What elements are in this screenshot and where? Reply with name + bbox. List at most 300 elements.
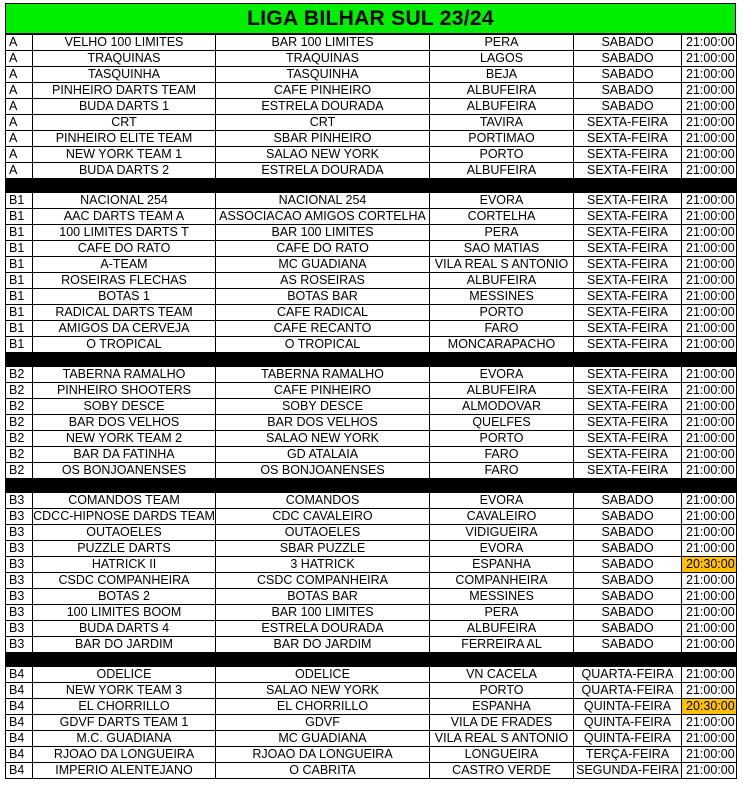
day-cell[interactable]: SEGUNDA-FEIRA xyxy=(574,763,682,779)
division-cell[interactable]: A xyxy=(6,99,33,115)
time-cell[interactable]: 21:00:00 xyxy=(682,383,737,399)
team-cell[interactable]: CRT xyxy=(33,115,216,131)
location-cell[interactable]: CORTELHA xyxy=(430,209,574,225)
location-cell[interactable]: FARO xyxy=(430,447,574,463)
division-cell[interactable]: B3 xyxy=(6,541,33,557)
division-cell[interactable]: B3 xyxy=(6,493,33,509)
team-cell[interactable]: RADICAL DARTS TEAM xyxy=(33,305,216,321)
division-cell[interactable]: B2 xyxy=(6,431,33,447)
location-cell[interactable]: MESSINES xyxy=(430,289,574,305)
day-cell[interactable]: SEXTA-FEIRA xyxy=(574,337,682,353)
table-row xyxy=(6,715,737,731)
table-row xyxy=(6,525,737,541)
time-cell[interactable]: 21:00:00 xyxy=(682,67,737,83)
team-cell[interactable]: BUDA DARTS 4 xyxy=(33,621,216,637)
venue-cell[interactable]: CAFE DO RATO xyxy=(216,241,430,257)
day-cell[interactable]: QUINTA-FEIRA xyxy=(574,699,682,715)
time-cell[interactable]: 21:00:00 xyxy=(682,51,737,67)
venue-cell[interactable]: CAFE PINHEIRO xyxy=(216,83,430,99)
venue-cell[interactable]: CAFE RECANTO xyxy=(216,321,430,337)
team-cell[interactable]: SOBY DESCE xyxy=(33,399,216,415)
time-cell[interactable]: 21:00:00 xyxy=(682,367,737,383)
venue-cell[interactable]: CRT xyxy=(216,115,430,131)
team-cell[interactable]: BOTAS 2 xyxy=(33,589,216,605)
division-cell[interactable]: B2 xyxy=(6,367,33,383)
day-cell[interactable]: QUINTA-FEIRA xyxy=(574,731,682,747)
separator-bar xyxy=(6,353,737,367)
team-cell[interactable]: BAR DO JARDIM xyxy=(33,637,216,653)
day-cell[interactable]: SEXTA-FEIRA xyxy=(574,289,682,305)
table-row xyxy=(6,463,737,479)
venue-cell[interactable]: TABERNA RAMALHO xyxy=(216,367,430,383)
team-cell[interactable]: ROSEIRAS FLECHAS xyxy=(33,273,216,289)
team-cell[interactable]: OS BONJOANENSES xyxy=(33,463,216,479)
day-cell[interactable]: SEXTA-FEIRA xyxy=(574,383,682,399)
table-row xyxy=(6,337,737,353)
team-cell[interactable]: NEW YORK TEAM 1 xyxy=(33,147,216,163)
time-cell[interactable]: 21:00:00 xyxy=(682,525,737,541)
location-cell[interactable]: PORTO xyxy=(430,683,574,699)
venue-cell[interactable]: BAR DO JARDIM xyxy=(216,637,430,653)
venue-cell[interactable]: OS BONJOANENSES xyxy=(216,463,430,479)
time-cell[interactable]: 21:00:00 xyxy=(682,337,737,353)
table-row xyxy=(6,257,737,273)
team-cell[interactable]: PUZZLE DARTS xyxy=(33,541,216,557)
division-cell[interactable]: B1 xyxy=(6,289,33,305)
division-cell[interactable]: B2 xyxy=(6,463,33,479)
division-cell[interactable]: B2 xyxy=(6,447,33,463)
time-cell[interactable]: 21:00:00 xyxy=(682,321,737,337)
time-cell[interactable]: 21:00:00 xyxy=(682,683,737,699)
venue-cell[interactable]: OUTAOELES xyxy=(216,525,430,541)
division-cell[interactable]: B2 xyxy=(6,399,33,415)
day-cell[interactable]: SEXTA-FEIRA xyxy=(574,209,682,225)
location-cell[interactable]: COMPANHEIRA xyxy=(430,573,574,589)
table-row xyxy=(6,163,737,179)
venue-cell[interactable]: ASSOCIACAO AMIGOS CORTELHA xyxy=(216,209,430,225)
location-cell[interactable]: ALBUFEIRA xyxy=(430,163,574,179)
location-cell[interactable]: PERA xyxy=(430,605,574,621)
time-cell[interactable]: 21:00:00 xyxy=(682,447,737,463)
time-cell[interactable]: 21:00:00 xyxy=(682,463,737,479)
team-cell[interactable]: CSDC COMPANHEIRA xyxy=(33,573,216,589)
table-row xyxy=(6,431,737,447)
division-cell[interactable]: B3 xyxy=(6,621,33,637)
division-cell[interactable]: B1 xyxy=(6,273,33,289)
division-cell[interactable]: B3 xyxy=(6,637,33,653)
day-cell[interactable]: SEXTA-FEIRA xyxy=(574,305,682,321)
day-cell[interactable]: SEXTA-FEIRA xyxy=(574,115,682,131)
team-cell[interactable]: M.C. GUADIANA xyxy=(33,731,216,747)
venue-cell[interactable]: ESTRELA DOURADA xyxy=(216,99,430,115)
team-cell[interactable]: TRAQUINAS xyxy=(33,51,216,67)
location-cell[interactable]: CASTRO VERDE xyxy=(430,763,574,779)
location-cell[interactable]: ESPANHA xyxy=(430,699,574,715)
location-cell[interactable]: TAVIRA xyxy=(430,115,574,131)
day-cell[interactable]: QUARTA-FEIRA xyxy=(574,667,682,683)
day-cell[interactable]: TERÇA-FEIRA xyxy=(574,747,682,763)
division-cell[interactable]: B1 xyxy=(6,257,33,273)
table-row xyxy=(6,241,737,257)
division-cell[interactable]: B1 xyxy=(6,321,33,337)
team-cell[interactable]: GDVF DARTS TEAM 1 xyxy=(33,715,216,731)
team-cell[interactable]: EL CHORRILLO xyxy=(33,699,216,715)
time-cell[interactable]: 21:00:00 xyxy=(682,163,737,179)
time-cell[interactable]: 21:00:00 xyxy=(682,747,737,763)
venue-cell[interactable]: COMANDOS xyxy=(216,493,430,509)
day-cell[interactable]: SEXTA-FEIRA xyxy=(574,225,682,241)
team-cell[interactable]: PINHEIRO DARTS TEAM xyxy=(33,83,216,99)
division-cell[interactable]: A xyxy=(6,35,33,51)
team-cell[interactable]: NEW YORK TEAM 2 xyxy=(33,431,216,447)
location-cell[interactable]: MESSINES xyxy=(430,589,574,605)
location-cell[interactable]: PORTO xyxy=(430,305,574,321)
time-cell[interactable]: 21:00:00 xyxy=(682,131,737,147)
day-cell[interactable]: SEXTA-FEIRA xyxy=(574,147,682,163)
team-cell[interactable]: BUDA DARTS 2 xyxy=(33,163,216,179)
division-cell[interactable]: B4 xyxy=(6,683,33,699)
venue-cell[interactable]: O TROPICAL xyxy=(216,337,430,353)
team-cell[interactable]: BOTAS 1 xyxy=(33,289,216,305)
team-cell[interactable]: 100 LIMITES DARTS T xyxy=(33,225,216,241)
division-cell[interactable]: A xyxy=(6,51,33,67)
time-cell[interactable]: 21:00:00 xyxy=(682,667,737,683)
day-cell[interactable]: SABADO xyxy=(574,525,682,541)
venue-cell[interactable]: SOBY DESCE xyxy=(216,399,430,415)
team-cell[interactable]: ODELICE xyxy=(33,667,216,683)
table-row xyxy=(6,209,737,225)
venue-cell[interactable]: TASQUINHA xyxy=(216,67,430,83)
table-row xyxy=(6,115,737,131)
day-cell[interactable]: QUARTA-FEIRA xyxy=(574,683,682,699)
team-cell[interactable]: AMIGOS DA CERVEJA xyxy=(33,321,216,337)
location-cell[interactable]: PORTO xyxy=(430,147,574,163)
venue-cell[interactable]: 3 HATRICK xyxy=(216,557,430,573)
location-cell[interactable]: PERA xyxy=(430,225,574,241)
table-row xyxy=(6,731,737,747)
location-cell[interactable]: ALBUFEIRA xyxy=(430,99,574,115)
time-cell[interactable]: 21:00:00 xyxy=(682,493,737,509)
time-cell[interactable]: 21:00:00 xyxy=(682,763,737,779)
time-cell[interactable]: 21:00:00 xyxy=(682,573,737,589)
time-cell[interactable]: 21:00:00 xyxy=(682,209,737,225)
division-cell[interactable]: B3 xyxy=(6,605,33,621)
time-cell[interactable]: 21:00:00 xyxy=(682,147,737,163)
day-cell[interactable]: SEXTA-FEIRA xyxy=(574,273,682,289)
division-cell[interactable]: B3 xyxy=(6,509,33,525)
division-cell[interactable]: B2 xyxy=(6,383,33,399)
location-cell[interactable]: EVORA xyxy=(430,541,574,557)
venue-cell[interactable]: O CABRITA xyxy=(216,763,430,779)
day-cell[interactable]: SEXTA-FEIRA xyxy=(574,321,682,337)
division-cell[interactable]: A xyxy=(6,115,33,131)
team-cell[interactable]: RJOAO DA LONGUEIRA xyxy=(33,747,216,763)
day-cell[interactable]: SEXTA-FEIRA xyxy=(574,431,682,447)
table-row xyxy=(6,509,737,525)
team-cell[interactable]: NACIONAL 254 xyxy=(33,193,216,209)
division-cell[interactable]: A xyxy=(6,131,33,147)
team-cell[interactable]: O TROPICAL xyxy=(33,337,216,353)
separator-bar xyxy=(6,179,737,193)
division-cell[interactable]: B4 xyxy=(6,731,33,747)
table-row xyxy=(6,667,737,683)
time-cell[interactable]: 20:30:00 xyxy=(682,699,737,715)
team-cell[interactable]: NEW YORK TEAM 3 xyxy=(33,683,216,699)
team-cell[interactable]: A-TEAM xyxy=(33,257,216,273)
time-cell[interactable]: 21:00:00 xyxy=(682,731,737,747)
location-cell[interactable]: ALBUFEIRA xyxy=(430,621,574,637)
day-cell[interactable]: SABADO xyxy=(574,493,682,509)
time-cell[interactable]: 21:00:00 xyxy=(682,589,737,605)
time-cell[interactable]: 21:00:00 xyxy=(682,115,737,131)
division-cell[interactable]: B4 xyxy=(6,699,33,715)
venue-cell[interactable]: TRAQUINAS xyxy=(216,51,430,67)
venue-cell[interactable]: ODELICE xyxy=(216,667,430,683)
venue-cell[interactable]: RJOAO DA LONGUEIRA xyxy=(216,747,430,763)
location-cell[interactable]: VN CACELA xyxy=(430,667,574,683)
location-cell[interactable]: ALMODOVAR xyxy=(430,399,574,415)
time-cell[interactable]: 21:00:00 xyxy=(682,241,737,257)
location-cell[interactable]: VILA REAL S ANTONIO xyxy=(430,257,574,273)
location-cell[interactable]: ALBUFEIRA xyxy=(430,383,574,399)
team-cell[interactable]: BUDA DARTS 1 xyxy=(33,99,216,115)
table-row xyxy=(6,589,737,605)
venue-cell[interactable]: NACIONAL 254 xyxy=(216,193,430,209)
time-cell[interactable]: 21:00:00 xyxy=(682,509,737,525)
venue-cell[interactable]: CSDC COMPANHEIRA xyxy=(216,573,430,589)
location-cell[interactable]: EVORA xyxy=(430,193,574,209)
time-cell[interactable]: 21:00:00 xyxy=(682,225,737,241)
division-cell[interactable]: B4 xyxy=(6,667,33,683)
division-cell[interactable]: A xyxy=(6,147,33,163)
venue-cell[interactable]: ESTRELA DOURADA xyxy=(216,621,430,637)
team-cell[interactable]: HATRICK II xyxy=(33,557,216,573)
location-cell[interactable]: LAGOS xyxy=(430,51,574,67)
time-cell[interactable]: 21:00:00 xyxy=(682,99,737,115)
table-row xyxy=(6,35,737,51)
location-cell[interactable]: ESPANHA xyxy=(430,557,574,573)
time-cell[interactable]: 21:00:00 xyxy=(682,431,737,447)
division-cell[interactable]: B3 xyxy=(6,557,33,573)
group-separator xyxy=(6,353,737,367)
division-cell[interactable]: B1 xyxy=(6,209,33,225)
location-cell[interactable]: QUELFES xyxy=(430,415,574,431)
venue-cell[interactable]: EL CHORRILLO xyxy=(216,699,430,715)
division-cell[interactable]: B1 xyxy=(6,193,33,209)
table-row xyxy=(6,541,737,557)
venue-cell[interactable]: BOTAS BAR xyxy=(216,289,430,305)
location-cell[interactable]: EVORA xyxy=(430,367,574,383)
time-cell[interactable]: 21:00:00 xyxy=(682,621,737,637)
day-cell[interactable]: SABADO xyxy=(574,573,682,589)
day-cell[interactable]: SEXTA-FEIRA xyxy=(574,163,682,179)
team-cell[interactable]: AAC DARTS TEAM A xyxy=(33,209,216,225)
division-cell[interactable]: A xyxy=(6,83,33,99)
day-cell[interactable]: SABADO xyxy=(574,589,682,605)
team-cell[interactable]: CDCC-HIPNOSE DARDS TEAM xyxy=(33,509,215,523)
time-cell[interactable]: 21:00:00 xyxy=(682,193,737,209)
division-cell[interactable]: A xyxy=(6,67,33,83)
table-row xyxy=(6,131,737,147)
team-cell[interactable]: BAR DA FATINHA xyxy=(33,447,216,463)
division-cell[interactable]: B3 xyxy=(6,525,33,541)
division-cell[interactable]: B1 xyxy=(6,337,33,353)
table-row xyxy=(6,289,737,305)
time-cell[interactable]: 21:00:00 xyxy=(682,83,737,99)
day-cell[interactable]: SABADO xyxy=(574,637,682,653)
division-cell[interactable]: B3 xyxy=(6,573,33,589)
day-cell[interactable]: SEXTA-FEIRA xyxy=(574,415,682,431)
venue-cell[interactable]: ESTRELA DOURADA xyxy=(216,163,430,179)
venue-cell[interactable]: BAR 100 LIMITES xyxy=(216,35,430,51)
schedule-table xyxy=(5,34,737,779)
time-cell[interactable]: 21:00:00 xyxy=(682,605,737,621)
team-cell[interactable]: BAR DOS VELHOS xyxy=(33,415,216,431)
team-cell[interactable]: CAFE DO RATO xyxy=(33,241,216,257)
division-cell[interactable]: B4 xyxy=(6,715,33,731)
location-cell[interactable]: VILA REAL S ANTONIO xyxy=(430,731,574,747)
day-cell[interactable]: SEXTA-FEIRA xyxy=(574,193,682,209)
venue-cell[interactable]: SBAR PINHEIRO xyxy=(216,131,430,147)
team-cell[interactable]: PINHEIRO SHOOTERS xyxy=(33,383,216,399)
team-cell[interactable]: IMPERIO ALENTEJANO xyxy=(33,763,216,779)
day-cell[interactable]: SEXTA-FEIRA xyxy=(574,257,682,273)
time-cell[interactable]: 21:00:00 xyxy=(682,305,737,321)
table-row xyxy=(6,557,737,573)
venue-cell[interactable]: SALAO NEW YORK xyxy=(216,147,430,163)
table-row xyxy=(6,699,737,715)
time-cell[interactable]: 20:30:00 xyxy=(682,557,737,573)
division-cell[interactable]: B4 xyxy=(6,763,33,779)
team-cell[interactable]: VELHO 100 LIMITES xyxy=(33,35,216,51)
location-cell[interactable]: FERREIRA AL xyxy=(430,637,574,653)
time-cell[interactable]: 21:00:00 xyxy=(682,541,737,557)
table-row xyxy=(6,367,737,383)
venue-cell[interactable]: MC GUADIANA xyxy=(216,257,430,273)
division-cell[interactable]: B1 xyxy=(6,225,33,241)
day-cell[interactable]: SABADO xyxy=(574,67,682,83)
time-cell[interactable]: 21:00:00 xyxy=(682,715,737,731)
table-row xyxy=(6,67,737,83)
division-cell[interactable]: B4 xyxy=(6,747,33,763)
time-cell[interactable]: 21:00:00 xyxy=(682,637,737,653)
time-cell[interactable]: 21:00:00 xyxy=(682,257,737,273)
location-cell[interactable]: BEJA xyxy=(430,67,574,83)
location-cell[interactable]: ALBUFEIRA xyxy=(430,83,574,99)
table-row xyxy=(6,447,737,463)
day-cell[interactable]: SABADO xyxy=(574,509,682,525)
venue-cell[interactable]: BAR DOS VELHOS xyxy=(216,415,430,431)
day-cell[interactable]: SEXTA-FEIRA xyxy=(574,463,682,479)
day-cell[interactable]: SEXTA-FEIRA xyxy=(574,241,682,257)
venue-cell[interactable]: MC GUADIANA xyxy=(216,731,430,747)
location-cell[interactable]: FARO xyxy=(430,321,574,337)
separator-bar xyxy=(6,653,737,667)
location-cell[interactable]: FARO xyxy=(430,463,574,479)
time-cell[interactable]: 21:00:00 xyxy=(682,415,737,431)
location-cell[interactable]: PORTIMAO xyxy=(430,131,574,147)
venue-cell[interactable]: AS ROSEIRAS xyxy=(216,273,430,289)
team-cell[interactable]: OUTAOELES xyxy=(33,525,216,541)
day-cell[interactable]: SABADO xyxy=(574,35,682,51)
group-separator xyxy=(6,179,737,193)
day-cell[interactable]: SABADO xyxy=(574,621,682,637)
schedule-sheet xyxy=(5,3,736,779)
location-cell[interactable]: MONCARAPACHO xyxy=(430,337,574,353)
division-cell[interactable]: B2 xyxy=(6,415,33,431)
venue-cell[interactable]: SALAO NEW YORK xyxy=(216,683,430,699)
day-cell[interactable]: SABADO xyxy=(574,99,682,115)
division-cell[interactable]: B3 xyxy=(6,589,33,605)
table-row xyxy=(6,415,737,431)
team-cell[interactable]: 100 LIMITES BOOM xyxy=(33,605,216,621)
time-cell[interactable]: 21:00:00 xyxy=(682,399,737,415)
location-cell[interactable]: ALBUFEIRA xyxy=(430,273,574,289)
table-row xyxy=(6,193,737,209)
venue-cell[interactable]: BAR 100 LIMITES xyxy=(216,605,430,621)
location-cell[interactable]: PERA xyxy=(430,35,574,51)
location-cell[interactable]: LONGUEIRA xyxy=(430,747,574,763)
day-cell[interactable]: SABADO xyxy=(574,557,682,573)
division-cell[interactable]: B1 xyxy=(6,241,33,257)
table-row xyxy=(6,383,737,399)
venue-cell[interactable]: SALAO NEW YORK xyxy=(216,431,430,447)
day-cell[interactable]: SABADO xyxy=(574,605,682,621)
day-cell[interactable]: QUINTA-FEIRA xyxy=(574,715,682,731)
location-cell[interactable]: VILA DE FRADES xyxy=(430,715,574,731)
table-row xyxy=(6,763,737,779)
table-row xyxy=(6,147,737,163)
team-cell[interactable]: COMANDOS TEAM xyxy=(33,493,216,509)
day-cell[interactable]: SABADO xyxy=(574,51,682,67)
venue-cell[interactable]: GD ATALAIA xyxy=(216,447,430,463)
day-cell[interactable]: SEXTA-FEIRA xyxy=(574,447,682,463)
day-cell[interactable]: SABADO xyxy=(574,83,682,99)
team-cell[interactable]: PINHEIRO ELITE TEAM xyxy=(33,131,216,147)
team-cell[interactable]: TABERNA RAMALHO xyxy=(33,367,216,383)
location-cell[interactable]: VIDIGUEIRA xyxy=(430,525,574,541)
time-cell[interactable]: 21:00:00 xyxy=(682,35,737,51)
table-row xyxy=(6,683,737,699)
location-cell[interactable]: CAVALEIRO xyxy=(430,509,574,525)
table-row xyxy=(6,493,737,509)
location-cell[interactable]: EVORA xyxy=(430,493,574,509)
day-cell[interactable]: SEXTA-FEIRA xyxy=(574,131,682,147)
table-row xyxy=(6,573,737,589)
venue-cell[interactable]: CAFE PINHEIRO xyxy=(216,383,430,399)
team-cell[interactable]: TASQUINHA xyxy=(33,67,216,83)
venue-cell[interactable]: SBAR PUZZLE xyxy=(216,541,430,557)
venue-cell[interactable]: BOTAS BAR xyxy=(216,589,430,605)
venue-cell[interactable]: CDC CAVALEIRO xyxy=(216,509,430,525)
day-cell[interactable]: SABADO xyxy=(574,541,682,557)
table-row xyxy=(6,747,737,763)
schedule-body xyxy=(6,35,737,779)
sheet-title[interactable]: LIGA BILHAR SUL 23/24 xyxy=(5,3,736,34)
table-row xyxy=(6,621,737,637)
venue-cell[interactable]: GDVF xyxy=(216,715,430,731)
division-cell[interactable]: B1 xyxy=(6,305,33,321)
time-cell[interactable]: 21:00:00 xyxy=(682,289,737,305)
location-cell[interactable]: SAO MATIAS xyxy=(430,241,574,257)
venue-cell[interactable]: CAFE RADICAL xyxy=(216,305,430,321)
day-cell[interactable]: SEXTA-FEIRA xyxy=(574,367,682,383)
time-cell[interactable]: 21:00:00 xyxy=(682,273,737,289)
venue-cell[interactable]: BAR 100 LIMITES xyxy=(216,225,430,241)
day-cell[interactable]: SEXTA-FEIRA xyxy=(574,399,682,415)
division-cell[interactable]: A xyxy=(6,163,33,179)
location-cell[interactable]: PORTO xyxy=(430,431,574,447)
